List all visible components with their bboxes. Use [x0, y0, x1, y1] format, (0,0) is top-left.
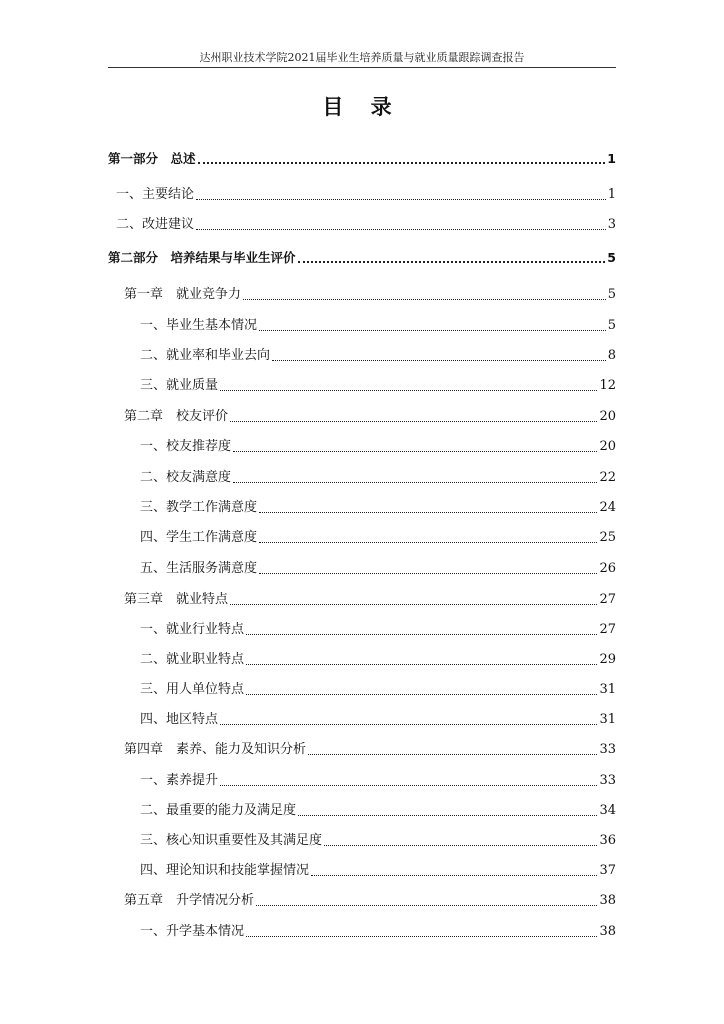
toc-entry-label: 二、改进建议	[116, 217, 195, 232]
toc-page-number: 27	[599, 592, 616, 607]
toc-entry-label: 第二部分 培养结果与毕业生评价	[108, 250, 296, 265]
toc-entry-label: 一、毕业生基本情况	[140, 318, 258, 333]
toc-page-number: 3	[607, 217, 616, 232]
toc-page-number: 25	[599, 530, 616, 545]
dot-leader	[311, 874, 597, 876]
toc-section-entry[interactable]	[108, 343, 616, 365]
dot-leader	[246, 935, 597, 937]
toc-section-entry[interactable]	[108, 313, 616, 335]
toc-entry-label: 四、理论知识和技能掌握情况	[140, 863, 310, 878]
toc-page-number: 5	[607, 250, 616, 265]
toc-page-number: 5	[607, 287, 616, 302]
toc-section-entry[interactable]	[108, 495, 616, 517]
dot-leader	[259, 511, 597, 513]
toc-part-entry[interactable]	[108, 245, 616, 267]
toc-section-entry[interactable]	[108, 373, 616, 395]
toc-page-number: 20	[599, 409, 616, 424]
toc-page-number: 22	[599, 470, 616, 485]
dot-leader	[233, 450, 597, 452]
toc-page-number: 20	[599, 439, 616, 454]
toc-entry-label: 四、地区特点	[140, 712, 219, 727]
toc-chapter-entry[interactable]	[108, 888, 616, 910]
dot-leader	[230, 420, 597, 422]
toc-entry-label: 一、就业行业特点	[140, 622, 245, 637]
dot-leader	[196, 228, 606, 230]
toc-page-number: 34	[599, 803, 616, 818]
toc-page-number: 12	[599, 378, 616, 393]
toc-section-entry[interactable]	[108, 768, 616, 790]
toc-section-entry[interactable]	[108, 525, 616, 547]
dot-leader	[233, 481, 597, 483]
dot-leader	[198, 161, 606, 164]
dot-leader	[243, 298, 606, 300]
toc-page-number: 33	[599, 742, 616, 757]
toc-entry-label: 第三章 就业特点	[124, 592, 229, 607]
dot-leader	[298, 260, 606, 263]
toc-chapter-entry[interactable]	[108, 404, 616, 426]
toc-entry-label: 二、就业职业特点	[140, 652, 245, 667]
toc-entry-label: 五、生活服务满意度	[140, 561, 258, 576]
toc-page-number: 38	[599, 924, 616, 939]
header-divider	[108, 67, 616, 68]
toc-section-entry[interactable]	[108, 212, 616, 234]
toc-page-number: 38	[599, 893, 616, 908]
toc-page-number: 29	[599, 652, 616, 667]
toc-entry-label: 一、主要结论	[116, 187, 195, 202]
toc-section-entry[interactable]	[108, 677, 616, 699]
toc-section-entry[interactable]	[108, 434, 616, 456]
dot-leader	[220, 784, 597, 786]
toc-page-number: 8	[607, 348, 616, 363]
toc-section-entry[interactable]	[108, 919, 616, 941]
toc-entry-label: 一、素养提升	[140, 773, 219, 788]
toc-entry-label: 三、就业质量	[140, 378, 219, 393]
toc-entry-label: 第四章 素养、能力及知识分析	[124, 742, 307, 757]
dot-leader	[308, 753, 597, 755]
running-header: 达州职业技术学院2021届毕业生培养质量与就业质量跟踪调查报告	[199, 51, 525, 64]
toc-chapter-entry[interactable]	[108, 737, 616, 759]
dot-leader	[256, 904, 597, 906]
toc-chapter-entry[interactable]	[108, 587, 616, 609]
toc-section-entry[interactable]	[108, 828, 616, 850]
dot-leader	[272, 359, 606, 361]
toc-page-number: 27	[599, 622, 616, 637]
toc-entry-label: 二、校友满意度	[140, 470, 232, 485]
toc-page-number: 37	[599, 863, 616, 878]
dot-leader	[246, 663, 597, 665]
toc-page-number: 33	[599, 773, 616, 788]
toc-section-entry[interactable]	[108, 556, 616, 578]
dot-leader	[259, 541, 597, 543]
toc-entry-label: 三、核心知识重要性及其满足度	[140, 833, 323, 848]
toc-page-number: 26	[599, 561, 616, 576]
toc-page-number: 31	[599, 712, 616, 727]
toc-page-number: 1	[607, 187, 616, 202]
dot-leader	[259, 572, 597, 574]
toc-section-entry[interactable]	[108, 858, 616, 880]
dot-leader	[220, 389, 597, 391]
toc-entry-label: 第二章 校友评价	[124, 409, 229, 424]
dot-leader	[324, 844, 597, 846]
toc-entry-label: 第一部分 总述	[108, 151, 196, 166]
toc-entry-label: 一、升学基本情况	[140, 924, 245, 939]
toc-entry-label: 二、就业率和毕业去向	[140, 348, 271, 363]
dot-leader	[246, 693, 597, 695]
dot-leader	[298, 814, 597, 816]
dot-leader	[220, 723, 597, 725]
toc-chapter-entry[interactable]	[108, 282, 616, 304]
toc-entry-label: 第一章 就业竞争力	[124, 287, 242, 302]
toc-entry-label: 第五章 升学情况分析	[124, 893, 255, 908]
toc-entry-label: 二、最重要的能力及满足度	[140, 803, 297, 818]
dot-leader	[230, 603, 597, 605]
toc-page-number: 31	[599, 682, 616, 697]
toc-section-entry[interactable]	[108, 707, 616, 729]
toc-entry-label: 一、校友推荐度	[140, 439, 232, 454]
toc-entry-label: 四、学生工作满意度	[140, 530, 258, 545]
toc-section-entry[interactable]	[108, 182, 616, 204]
toc-section-entry[interactable]	[108, 798, 616, 820]
toc-section-entry[interactable]	[108, 465, 616, 487]
dot-leader	[259, 329, 606, 331]
page-title: 目 录	[322, 95, 402, 119]
toc-entry-label: 三、用人单位特点	[140, 682, 245, 697]
toc-section-entry[interactable]	[108, 617, 616, 639]
toc-page-number: 24	[599, 500, 616, 515]
dot-leader	[246, 633, 597, 635]
toc-page-number: 36	[599, 833, 616, 848]
toc-page-number: 5	[607, 318, 616, 333]
toc-part-entry[interactable]	[108, 146, 616, 168]
toc-section-entry[interactable]	[108, 647, 616, 669]
toc-entry-label: 三、教学工作满意度	[140, 500, 258, 515]
toc-page-number: 1	[607, 151, 616, 166]
dot-leader	[196, 198, 606, 200]
